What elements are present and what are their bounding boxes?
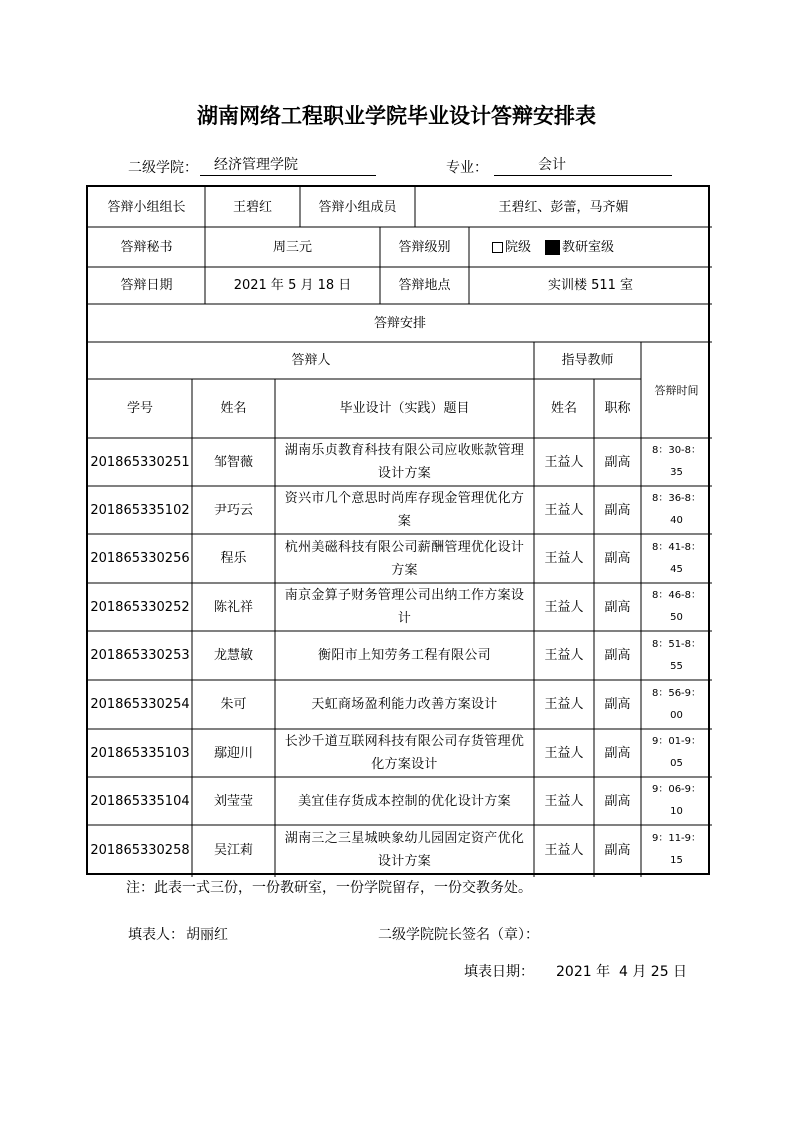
row-student-id: 201865330254: [90, 697, 190, 712]
row-student-name: 龙慧敏: [213, 648, 253, 663]
row-advisor-name: 王益人: [544, 793, 584, 809]
row-advisor-title: 副高: [604, 745, 631, 761]
row-advisor-name: 王益人: [544, 745, 584, 761]
row-student-id: 201865335102: [90, 502, 190, 518]
row-student-id: 201865330258: [90, 842, 190, 858]
major-label: 专业：: [446, 160, 488, 176]
header-student-group: 答辩人: [291, 353, 331, 368]
row-student-id: 201865330252: [90, 599, 190, 615]
section-title: 答辩安排: [373, 315, 426, 331]
row-advisor-title: 副高: [604, 842, 631, 858]
secretary-value: 周三元: [272, 239, 312, 255]
row-advisor-title: 副高: [604, 648, 631, 663]
filler-value: 胡丽红: [186, 927, 228, 943]
row-advisor-name: 王益人: [544, 551, 584, 566]
place-value: 实训楼 511 室: [547, 278, 634, 293]
defense-schedule-table: [86, 185, 710, 875]
header-student-name: 姓名: [220, 401, 247, 416]
fill-date-value: 2021 年 4 月 25 日: [556, 964, 688, 980]
header-advisor-title: 职称: [604, 401, 631, 416]
row-time: 8：41-8：45: [651, 541, 702, 575]
college-value: 经济管理学院: [200, 156, 376, 176]
leader-label: 答辩小组组长: [107, 199, 186, 215]
row-student-name: 程乐: [220, 551, 247, 566]
header-advisor-group: 指导教师: [561, 353, 614, 368]
row-advisor-title: 副高: [604, 697, 631, 712]
document-title: 湖南网络工程职业学院毕业设计答辩安排表: [197, 104, 596, 128]
row-time: 8：30-8：35: [651, 445, 702, 478]
row-advisor-name: 王益人: [544, 599, 584, 615]
level-option-department: 教研室级: [562, 239, 615, 255]
header-time: 答辩时间: [654, 383, 699, 397]
header-student-id: 学号: [126, 401, 153, 416]
row-topic: 衡阳市上知劳务工程有限公司: [318, 648, 491, 663]
row-time: 8：56-9：00: [651, 687, 702, 721]
dean-signature-label: 二级学院院长签名（章）：: [378, 927, 539, 943]
secretary-label: 答辩秘书: [120, 239, 173, 255]
row-student-id: 201865335104: [90, 793, 190, 809]
row-advisor-name: 王益人: [544, 502, 584, 518]
row-topic: 湖南乐贞教育科技有限公司应收账款管理设计方案: [284, 443, 525, 481]
members-label: 答辩小组成员: [318, 199, 397, 215]
row-topic: 杭州美磁科技有限公司薪酬管理优化设计方案: [284, 539, 525, 578]
row-advisor-name: 王益人: [544, 454, 584, 470]
row-student-name: 鄢迎川: [213, 745, 253, 761]
row-advisor-name: 王益人: [544, 648, 584, 663]
row-student-name: 陈礼祥: [213, 599, 253, 615]
row-time: 8：51-8：55: [651, 638, 702, 672]
row-time: 9：01-9：05: [651, 736, 702, 769]
row-topic: 美宜佳存货成本控制的优化设计方案: [298, 793, 511, 809]
row-topic: 湖南三之三星城映象幼儿园固定资产优化设计方案: [284, 831, 525, 869]
header-topic: 毕业设计（实践）题目: [339, 401, 470, 416]
row-advisor-title: 副高: [604, 502, 631, 518]
row-topic: 南京金算子财务管理公司出纳工作方案设计: [284, 588, 525, 626]
college-label: 二级学院：: [128, 160, 198, 176]
row-student-id: 201865330253: [90, 648, 190, 663]
row-time: 8：36-8：40: [651, 493, 702, 526]
row-advisor-title: 副高: [604, 551, 631, 566]
checkbox-filled-icon: [545, 240, 560, 255]
date-value: 2021 年 5 月 18 日: [233, 278, 352, 293]
level-label: 答辩级别: [398, 239, 451, 255]
row-topic: 天虹商场盈利能力改善方案设计: [311, 697, 498, 712]
row-topic: 长沙千道互联网科技有限公司存货管理优化方案设计: [284, 734, 525, 772]
row-advisor-name: 王益人: [544, 697, 584, 712]
leader-value: 王碧红: [232, 199, 272, 215]
level-options: [469, 227, 712, 267]
row-student-name: 朱可: [220, 697, 247, 712]
members-value: 王碧红、彭蕾，马齐媚: [498, 199, 629, 215]
level-option-college: 院级: [505, 239, 532, 255]
date-label: 答辩日期: [120, 278, 173, 293]
row-student-name: 吴江莉: [213, 842, 253, 858]
fill-date-label: 填表日期：: [464, 964, 534, 980]
row-topic: 资兴市几个意思时尚库存现金管理优化方案: [284, 491, 525, 529]
row-student-name: 刘莹莹: [213, 793, 253, 809]
row-advisor-title: 副高: [604, 599, 631, 615]
row-student-id: 201865330256: [90, 551, 190, 566]
row-time: 9：11-9：15: [651, 833, 702, 866]
row-student-name: 邹智薇: [213, 454, 253, 470]
row-advisor-title: 副高: [604, 454, 631, 470]
table-note: 注：此表一式三份，一份教研室，一份学院留存，一份交教务处。: [126, 880, 532, 896]
row-student-id: 201865335103: [90, 745, 190, 761]
row-student-id: 201865330251: [90, 454, 190, 470]
row-time: 8：46-8：50: [651, 590, 702, 623]
checkbox-empty-icon: [492, 242, 503, 253]
filler-label: 填表人：: [128, 927, 184, 943]
row-advisor-name: 王益人: [544, 842, 584, 858]
major-value: 会计: [494, 156, 672, 176]
row-advisor-title: 副高: [604, 793, 631, 809]
place-label: 答辩地点: [398, 278, 451, 293]
row-student-name: 尹巧云: [213, 502, 253, 518]
header-advisor-name: 姓名: [550, 401, 577, 416]
row-time: 9：06-9：10: [651, 784, 702, 817]
